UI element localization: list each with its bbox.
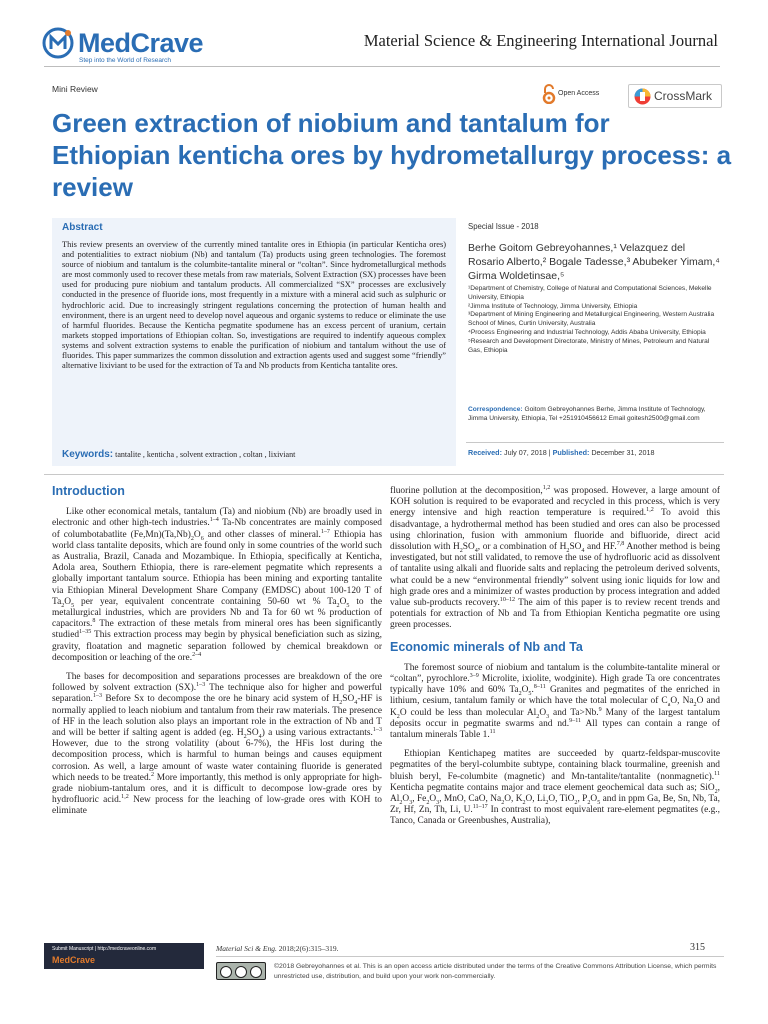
published-label: Published: [552, 448, 590, 457]
article-dates: Received: July 07, 2018 | Published: December 31, 2018 [468, 448, 655, 457]
paragraph: The foremost source of niobium and tantalum is the columbite-tantalite mineral or “coltan”, pyrochlore.$^{3-9}$ Microlite, ixiolite, wodginite). High grade Ta ore concentrates typically have 10% and 60% $Ta_2O_5.^{8-11}$ Granites and pegmatites of the enriched in lithium, cesium, tantalum family or which have the total molecular of $C_aO$, $Na_2O$ and $K_2O$ could be less than molecular $Al_2O_3$ and Ta>Nb.$^9$ Many of the largest tantalum deposits occur in pegmatite swarms and nd.$^{9-11}$ All types can contain a range of tantalum minerals Table 1.11 [390, 662, 721, 741]
submit-manuscript-link[interactable]: Submit Manuscript | http://medcraveonline.com [52, 946, 157, 952]
section-heading-economic-minerals: Economic minerals of Nb and Ta [390, 639, 583, 654]
affiliation: ³Department of Mining Engineering and Metallurgical Engineering, Western Australia School of Mines, Curtin University, Australia [468, 311, 715, 328]
crossmark-icon [634, 88, 651, 105]
section-heading-introduction: Introduction [52, 484, 125, 498]
published-date: December 31, 2018 [591, 448, 655, 457]
affiliation: ²Jimma Institute of Technology, Jimma University, Ethiopia [468, 302, 638, 310]
citation [216, 944, 339, 953]
submit-manuscript-banner[interactable] [44, 943, 204, 969]
author-list: Berhe Goitom Gebreyohannes,¹ Velazquez del Rosario Alberto,² Bogale Tadesse,³ Abubeker Yimam,⁴ Girma Woldetinsae,⁵ [468, 242, 720, 282]
keywords-list: tantalite , kenticha , solvent extraction , coltan , lixiviant [115, 450, 296, 459]
open-access-label: Open Access [558, 90, 600, 97]
citation-details: 2018;2(6):315‒319. [278, 944, 339, 953]
crossmark-label: CrossMark [654, 89, 713, 103]
paragraph: Like other economical metals, tantalum (Ta) and niobium (Nb) are broadly used in electronic and other high-tech industries.$^{1-4}$ Ta-Nb concentrates are mainly composed of columbotabatlite $(Fe,Mn)(Ta,Nb)_2O_6$ and other classes of mineral.$^{1-7}$ Ethiopia has world class tantalite deposits, which are found only in some countries of the world such as Australia, Brazil, Canada and Mozambique. In Ethiopia, specifically at Kenticha, Adola area, Southern Ethiopia, there is rare-element pegmatite which represents a globally important tantalum source. Ethiopia has been mining and exporting tantalite via Ethiopian Mineral Development Share Company (EMDSC) about 100-120 T of $Ta_2O_5$ per year, equivalent concentrate containing 50-60 wt % $Ta_2O_5$ to the metallurgical industries, which are providers Nb and Ta for 60 wt % production of capacitors.$^8$ The extraction of these metals from mineral ores has been significantly studied$^{1-35}$ This extraction process may begin by physical beneficiation such as sizing, gravity, floatation and magnetic separation followed by chemical breakdown or decomposition or leaching of the ore.$^{2-4}$ [52, 507, 382, 663]
license-text: ©2018 Gebreyohannes et al. This is an open access article distributed under the terms of the Creative Commons Attribution License, which permits unrestricted use, distribution, and build upon your work non-commercially. [274, 963, 717, 980]
abstract-text: This review presents an overview of the currently mined tantalite ores in Ethiopia (in particular Kenticha ores) and potentialities to extract niobium (Nb) and tantalum (Ta) products using green technologies. The foremost source of niobium and tantalum is the columbite-tantalite mineral or “coltan”. Since hydrometallurgical methods are most commonly used to recover these metals from raw materials, Solvent Extraction (SX) processes have been used for producing pure niobium and tantalum products. All commercialized “SX” processes are exclusively conducted in the presence of fluoride ions, most frequently in a mixture with a mineral acid such as sulphuric or hydrochloric acid. Due to increasingly stringent regulations concerning the protection of human health and environment, there is an urgent need to develop novel aqueous and organic systems to reduce or eliminate the use of harmful fluorides. Because the Kenticha pegmatite spodumene has an excess percent of uranium, certain markets stopped importations of Ethiopian coltan. So, investigations are required to indentify aqueous complex systems and solvent extraction systems to enable the purification of niobium and tantalum without the use of fluorides. This paper summarizes the common dissolution and extraction agents used and suggest some “friendly” alternative lixiviant to be used for the extraction of Ta and Nb products from Kenticha tantalite ores. [62, 240, 446, 371]
brand-tagline: Step into the World of Research [79, 57, 172, 64]
medcrave-logo[interactable] [42, 26, 242, 66]
cc-by-icon [235, 966, 247, 978]
cc-circle-icon [220, 966, 232, 978]
page-number: 315 [690, 942, 705, 953]
affiliations [468, 285, 724, 355]
affiliation: ⁴Process Engineering and Industrial Technology, Addis Ababa University, Ethiopia [468, 328, 706, 336]
dates-divider [466, 442, 724, 443]
footer-brand: MedCrave [52, 955, 96, 965]
open-access-badge[interactable] [542, 84, 612, 106]
correspondence [468, 405, 724, 423]
paragraph: The bases for decomposition and separations processes are breakdown of the ore followed by solvent extraction (SX).$^{1-3}$ The technique also for higher and powerful separation.$^{1-3}$ Before Sx to decompose the ore he binary acid system of $H_2SO_4-HF$ is normally applied to leach niobium and tantalum from their raw materials. The presence of HF in the leach solution also plays an important role in the extraction of Nb and T and will be better if salting agent is added (eg. $H_2SO_4$) a using various extractants.$^{1-3}$ However, due to the strong volatility (about 6-7%), the HFis lost during the decomposition process, which is harmful to human beings and causes equipment corrosion. As well, a large amount of waste water containing fluoride is generated which needs to be treated.$^2$ More importantly, this method is only appropriate for high-grade niobium-tantalum ores, and it is difficult to decompose low-grade ores by hydrofluoric acid.$^{1,2}$ New process for the leaching of low-grade ores with KOH to eliminate [52, 672, 383, 817]
footer-divider [216, 956, 724, 957]
paragraph: fluorine pollution at the decomposition,$^{1,2}$ was proposed. However, a large amount of KOH solution is required to be evaporated and recycled in this process, which is very energy intensive and high reaction temperature is required.$^{1,2}$ To avoid this disadvantage, a hydrothermal method has been studied and ores can also be processed using chlorination, fusion with ammonium fluoride and bifluoride, direct acid dissolution with $H_2SO_4$, or a combination of $H_2SO_4$ and HF.$^{7,8}$ Another method is being investigated, but not still validated, to remove the use of hydrofluoric acid as dissolvent of tantalite using alkali and fluoride salts and replacing the petroleum derived solvents, what could be a new “environmental friendly” solvent using ionic liquids for low and high grade ores and a minimizer of wastes production by process integration and added value sub-products recovery.$^{10-12}$ The aim of this paper is to review recent trends and potentials for extraction of Nb and Ta from Ethiopian Kenticha pegmatite ore using green processes. [390, 484, 721, 631]
abstract-heading: Abstract [62, 222, 103, 233]
brand-name: MedCrave [78, 28, 204, 58]
cc-nc-icon [250, 966, 262, 978]
paragraph: Ethiopian Kentichapeg matites are succeeded by quartz-feldspar-muscovite pegmatites of the beryl-columbite subtype, containing black tourmaline, greenish and bluish beryl, Fe-columbite (magnetic) and Mn-tantalite/tantalite (nonmagnetic).$^{11}$ Kenticha pegmatite contains major and trace element geochemical data such as; SiO$_2$, $Al_2O_3$, $Fe_2O_3$, MnO, CaO, $Na_2O$, $K_2O$, $Li_2O$, TiO$_2$, $P_2O_5$ and in ppm Ga, Be, Sn, Nb, Ta, Zr, Hf, Zn, Th, Li, U.$^{11-17}$ In contrast to most equivalent rare-element pegmatites (e.g., Tanco, Canada or Greenbushes, Australia), [390, 749, 720, 827]
affiliation: ⁵Research and Development Directorate, Ministry of Mines, Petroleum and Natural Gas, Ethiopia [468, 337, 710, 354]
keywords-label: Keywords: [62, 449, 114, 460]
correspondence-details[interactable]: Goitom Gebreyohannes Berhe, Jimma Institute of Technology, Jimma University, Ethiopia, Tel +251910456612 Email goitesh2500@gmail.com [468, 406, 706, 422]
journal-title[interactable]: Material Science & Engineering International Journal [363, 31, 718, 50]
header-divider [44, 66, 720, 67]
open-access-lock-icon [542, 84, 556, 104]
article-title: Green extraction of niobium and tantalum for Ethiopian kenticha ores by hydrometallurgy process: a review [52, 108, 732, 202]
affiliation: ¹Department of Chemistry, College of Natural and Computational Sciences, Mekelle University, Ethiopia [468, 285, 712, 301]
body-divider [44, 474, 724, 475]
article-type: Mini Review [52, 84, 98, 94]
received-label: Received: [468, 448, 502, 457]
received-date: July 07, 2018 [503, 448, 547, 457]
crossmark-button[interactable] [628, 84, 722, 108]
body-column-left [52, 486, 382, 826]
citation-journal: Material Sci & Eng. [216, 944, 277, 953]
keywords [62, 449, 452, 460]
medcrave-emblem-icon [42, 26, 74, 60]
body-column-right [390, 486, 720, 836]
correspondence-label: Correspondence: [468, 406, 523, 413]
creative-commons-icon[interactable] [216, 962, 266, 980]
special-issue: Special Issue - 2018 [468, 222, 539, 231]
